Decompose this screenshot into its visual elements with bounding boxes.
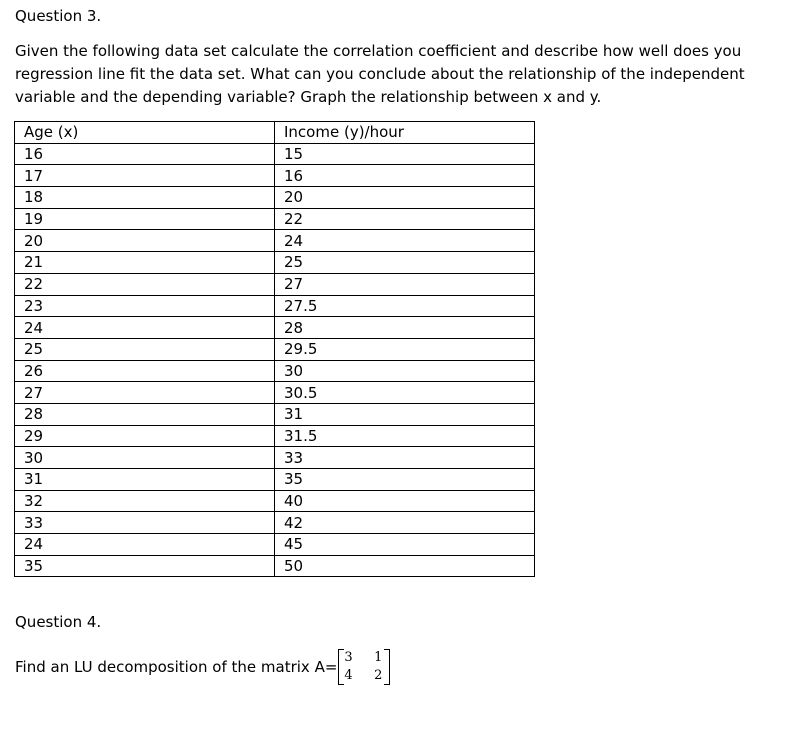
income-cell: 27.5 [275, 295, 535, 317]
income-cell: 30 [275, 360, 535, 382]
age-cell: 20 [15, 230, 275, 252]
income-cell: 28 [275, 317, 535, 339]
table-row [15, 403, 535, 425]
table-row [15, 425, 535, 447]
age-cell: 23 [15, 295, 275, 317]
question-4-text-line [15, 649, 390, 685]
table-row [15, 469, 535, 491]
column-header-income: Income (y)/hour [275, 122, 535, 144]
income-cell: 20 [275, 187, 535, 209]
age-cell: 35 [15, 555, 275, 577]
age-cell: 18 [15, 187, 275, 209]
table-row [15, 208, 535, 230]
age-cell: 19 [15, 208, 275, 230]
question-4-text: Find an LU decomposition of the matrix A= [15, 658, 338, 676]
matrix-entries [344, 649, 384, 685]
age-cell: 24 [15, 317, 275, 339]
income-cell: 25 [275, 252, 535, 274]
table-row [15, 534, 535, 556]
question-3-text: Given the following data set calculate the correlation coefficient and describe how well does you regression line fit the data set. What can you conclude about the relationship of the independent variable and the depending variable? Graph the relationship between x and y. [15, 42, 745, 106]
table-row [15, 512, 535, 534]
matrix-entry: 2 [374, 668, 383, 683]
age-cell: 25 [15, 338, 275, 360]
income-cell: 15 [275, 143, 535, 165]
age-cell: 33 [15, 512, 275, 534]
income-cell: 29.5 [275, 338, 535, 360]
income-cell: 24 [275, 230, 535, 252]
income-cell: 50 [275, 555, 535, 577]
table-row [15, 143, 535, 165]
age-cell: 29 [15, 425, 275, 447]
income-cell: 31 [275, 403, 535, 425]
matrix-entry: 1 [374, 650, 383, 665]
age-cell: 17 [15, 165, 275, 187]
age-cell: 28 [15, 403, 275, 425]
table-row [15, 360, 535, 382]
table-row [15, 317, 535, 339]
table-row [15, 555, 535, 577]
table-row [15, 252, 535, 274]
age-cell: 31 [15, 469, 275, 491]
age-cell: 26 [15, 360, 275, 382]
table-row [15, 273, 535, 295]
age-cell: 32 [15, 490, 275, 512]
column-header-age: Age (x) [15, 122, 275, 144]
table-row [15, 295, 535, 317]
income-cell: 30.5 [275, 382, 535, 404]
income-cell: 31.5 [275, 425, 535, 447]
age-cell: 21 [15, 252, 275, 274]
table-row [15, 165, 535, 187]
table-body [15, 143, 535, 577]
table-row [15, 230, 535, 252]
income-cell: 40 [275, 490, 535, 512]
age-cell: 27 [15, 382, 275, 404]
age-cell: 24 [15, 534, 275, 556]
age-cell: 22 [15, 273, 275, 295]
age-cell: 16 [15, 143, 275, 165]
table-row [15, 447, 535, 469]
income-cell: 27 [275, 273, 535, 295]
table-row [15, 187, 535, 209]
matrix-entry: 3 [344, 650, 353, 665]
question-3-title: Question 3. [15, 7, 102, 25]
age-cell: 30 [15, 447, 275, 469]
income-cell: 45 [275, 534, 535, 556]
data-table [14, 121, 535, 577]
income-cell: 33 [275, 447, 535, 469]
income-cell: 16 [275, 165, 535, 187]
table-row [15, 490, 535, 512]
income-cell: 22 [275, 208, 535, 230]
income-cell: 42 [275, 512, 535, 534]
income-cell: 35 [275, 469, 535, 491]
matrix-right-bracket [384, 649, 390, 685]
table-header-row [15, 122, 535, 144]
question-4-title: Question 4. [15, 613, 102, 631]
table-row [15, 338, 535, 360]
table-row [15, 382, 535, 404]
matrix-a [338, 649, 390, 685]
matrix-entry: 4 [344, 668, 353, 683]
